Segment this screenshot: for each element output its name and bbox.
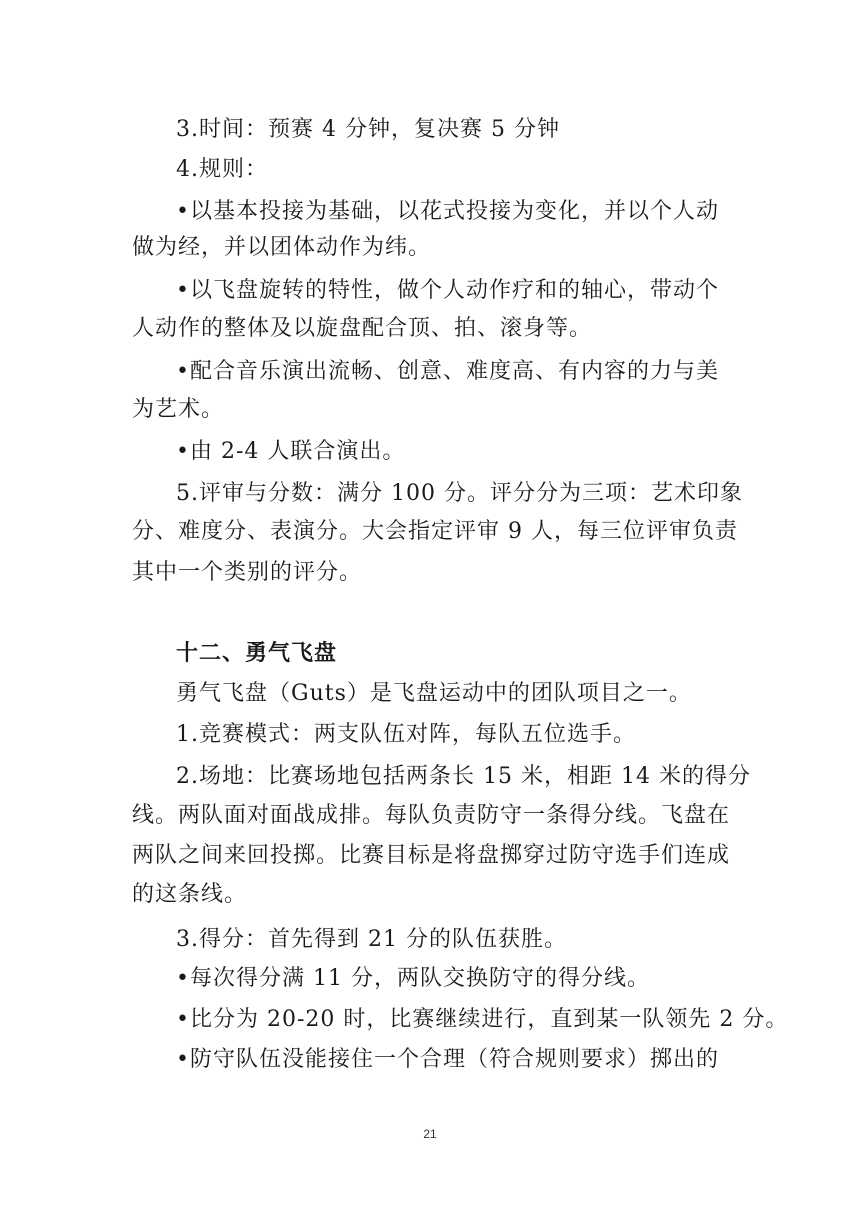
rule-2-line-2: 人动作的整体及以旋盘配合顶、拍、滚身等。 bbox=[132, 316, 593, 341]
scoring-rule-1: •每次得分满 11 分，两队交换防守的得分线。 bbox=[176, 966, 650, 991]
field-line-3: 两队之间来回投掷。比赛目标是将盘掷穿过防守选手们连成 bbox=[132, 843, 731, 868]
guts-intro: 勇气飞盘（Guts）是飞盘运动中的团队项目之一。 bbox=[176, 681, 692, 706]
rule-2-line-1: •以飞盘旋转的特性，做个人动作疗和的轴心，带动个 bbox=[176, 278, 719, 303]
rules-title: 4.规则： bbox=[176, 157, 268, 182]
scoring-line-1: 5.评审与分数：满分 100 分。评分分为三项：艺术印象 bbox=[176, 481, 743, 506]
section-heading: 十二、勇气飞盘 bbox=[176, 641, 338, 666]
rule-1-line-2: 做为经，并以团体动作为纬。 bbox=[132, 235, 432, 260]
rule-3-line-1: •配合音乐演出流畅、创意、难度高、有内容的力与美 bbox=[176, 359, 719, 384]
field-line-4: 的这条线。 bbox=[132, 882, 248, 907]
field-line-2: 线。两队面对面战成排。每队负责防守一条得分线。飞盘在 bbox=[132, 803, 731, 828]
scoring-line-2: 分、难度分、表演分。大会指定评审 9 人，每三位评审负责 bbox=[132, 519, 738, 544]
scoring-title: 3.得分：首先得到 21 分的队伍获胜。 bbox=[176, 927, 567, 952]
page-number: 21 bbox=[423, 1127, 437, 1141]
rule-1-line-1: •以基本投接为基础，以花式投接为变化，并以个人动 bbox=[176, 199, 719, 224]
time-rule: 3.时间：预赛 4 分钟，复决赛 5 分钟 bbox=[176, 117, 560, 142]
field-line-1: 2.场地：比赛场地包括两条长 15 米，相距 14 米的得分 bbox=[176, 764, 751, 789]
scoring-line-3: 其中一个类别的评分。 bbox=[132, 560, 363, 585]
rule-4: •由 2-4 人联合演出。 bbox=[176, 439, 406, 464]
rule-3-line-2: 为艺术。 bbox=[132, 397, 225, 422]
scoring-rule-2: •比分为 20-20 时，比赛继续进行，直到某一队领先 2 分。 bbox=[176, 1007, 789, 1032]
competition-mode: 1.竞赛模式：两支队伍对阵，每队五位选手。 bbox=[176, 722, 636, 747]
scoring-rule-3: •防守队伍没能接住一个合理（符合规则要求）掷出的 bbox=[176, 1047, 719, 1072]
